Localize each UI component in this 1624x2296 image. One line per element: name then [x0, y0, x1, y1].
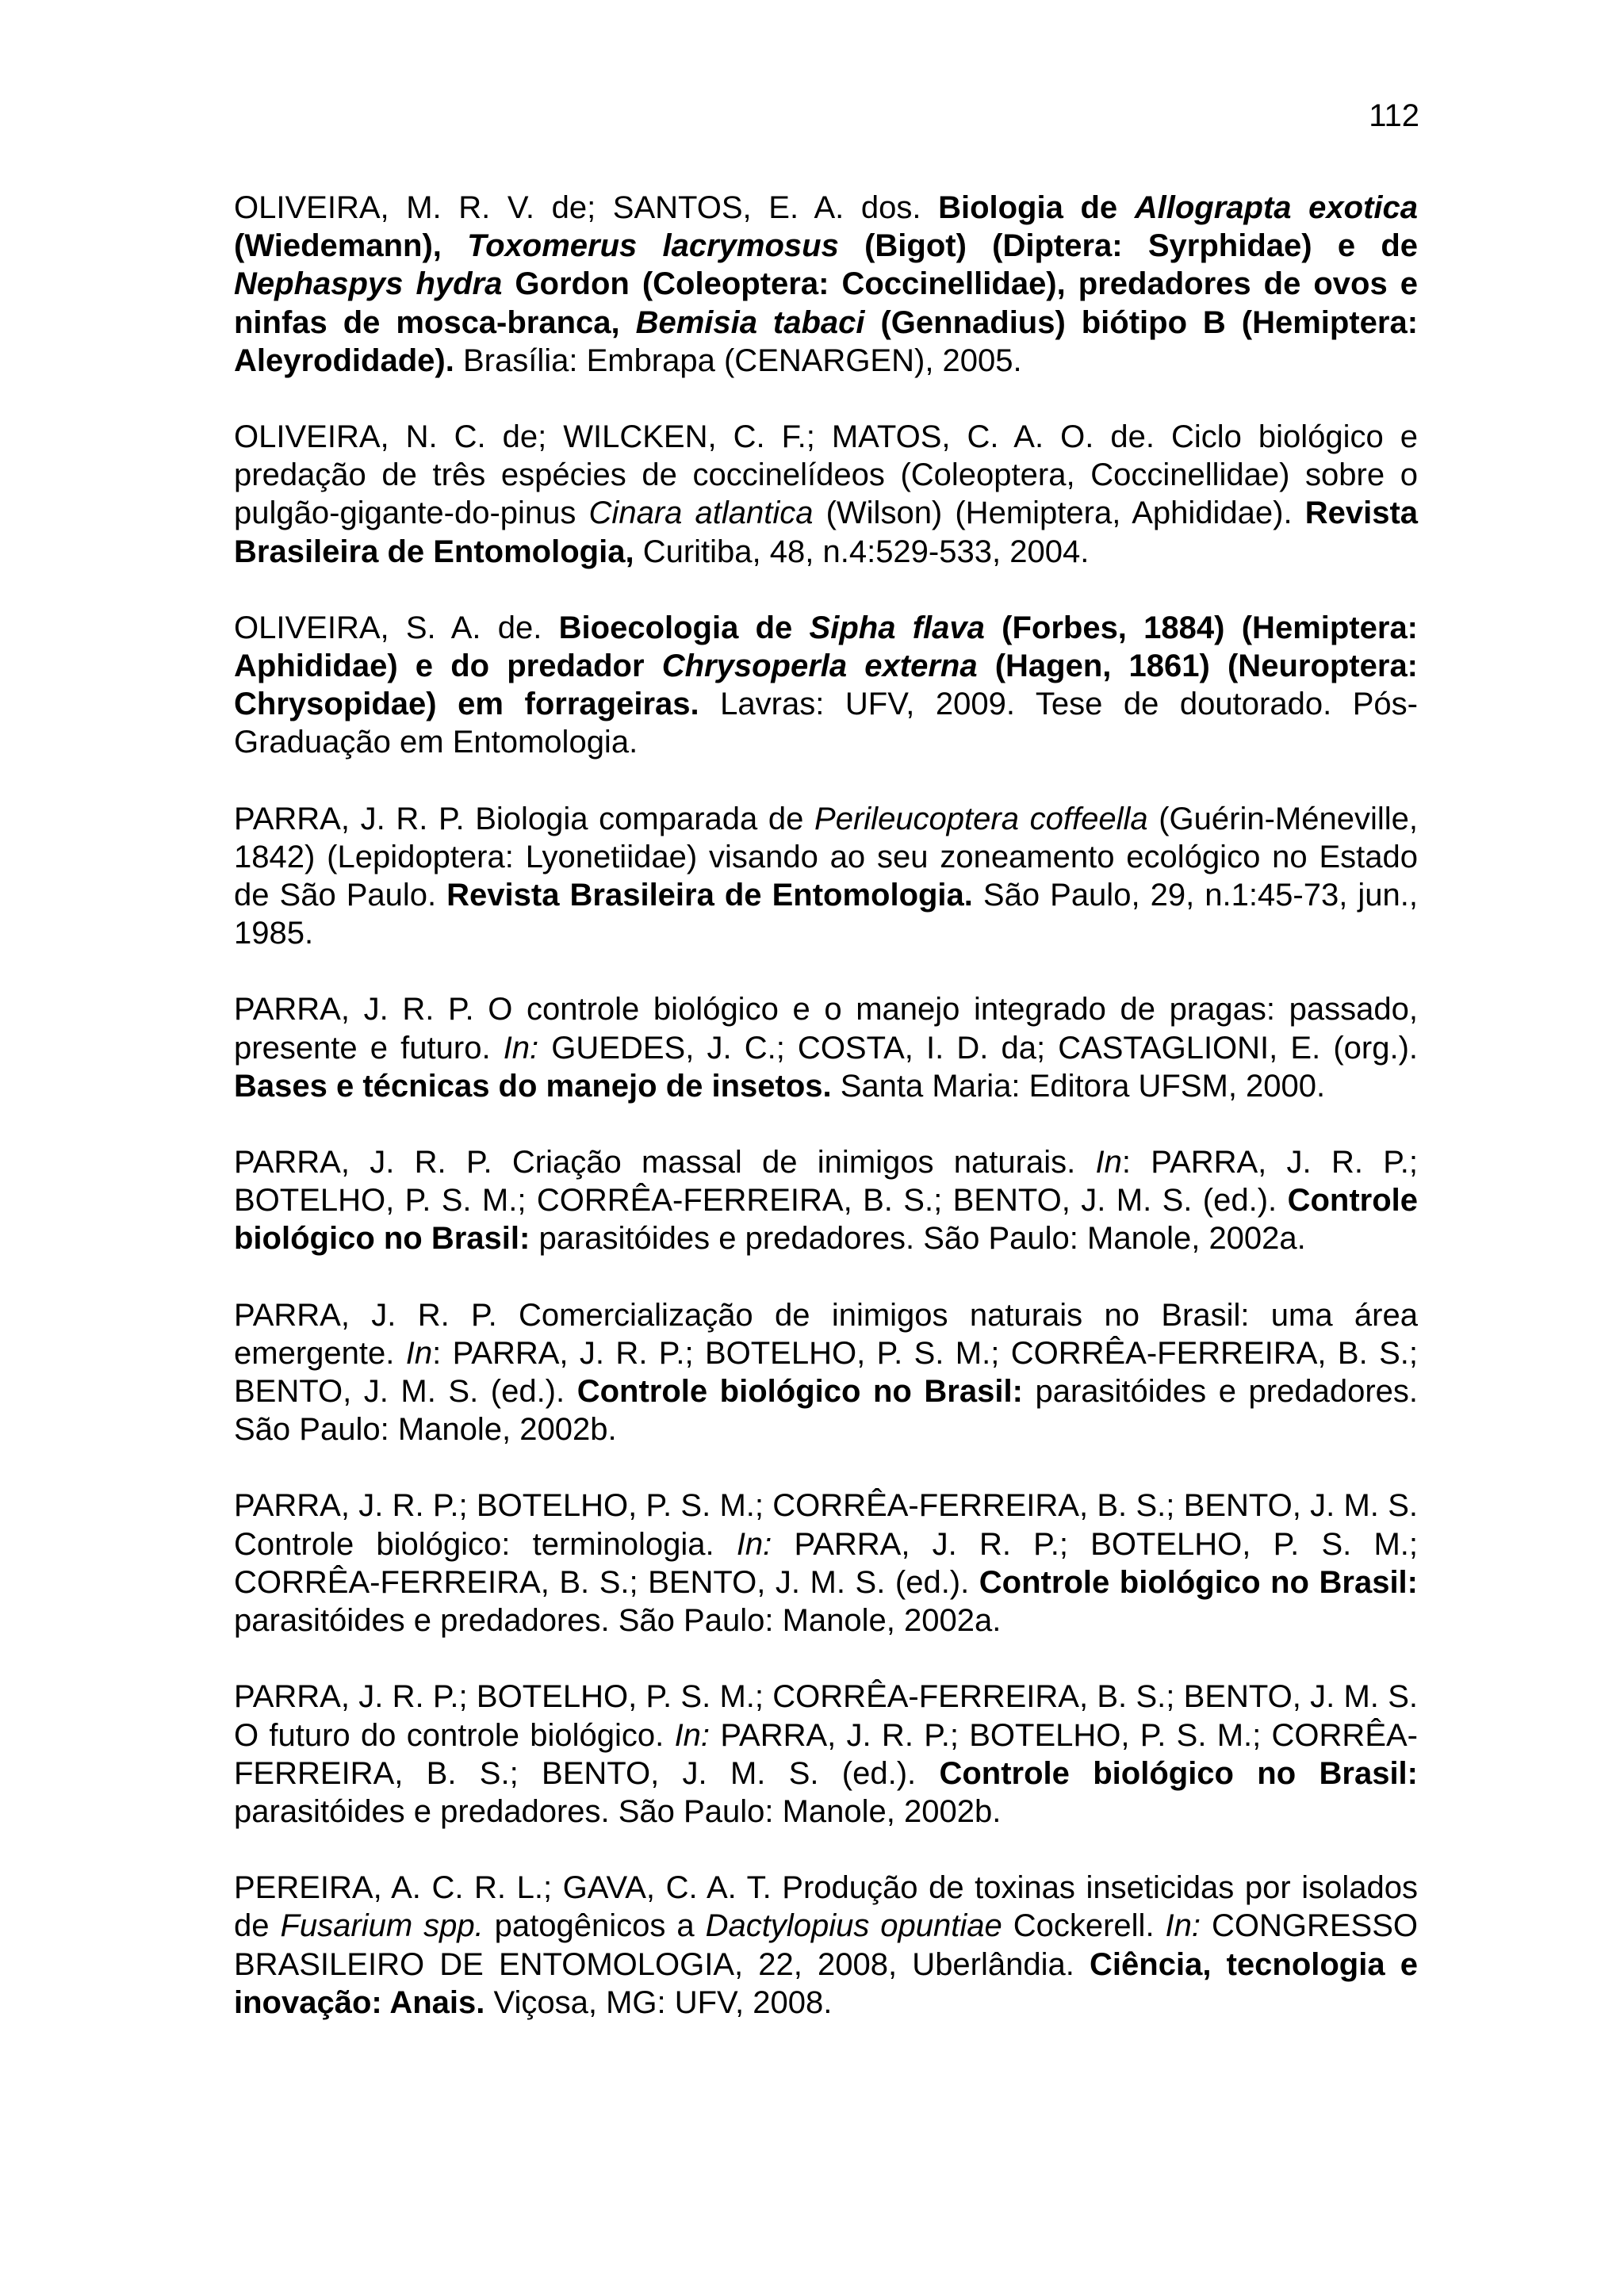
reference-text-segment: PARRA, J. R. P.; BOTELHO, P. S. M.; CORRÊA-FERREIRA, B. S.; BENTO, J. M. S. O futuro do controle biológico. — [234, 1679, 1418, 1753]
reference-text-segment: Chrysoperla externa — [661, 649, 978, 684]
reference-text-segment: Santa Maria: Editora UFSM, 2000. — [831, 1068, 1326, 1104]
reference-entry — [234, 1487, 1418, 1640]
reference-entry — [234, 800, 1418, 953]
reference-text-segment: patogênicos a — [483, 1908, 706, 1944]
reference-text-segment: Revista Brasileira de Entomologia. — [446, 878, 973, 913]
reference-text-segment: Controle biológico no Brasil: — [979, 1564, 1418, 1600]
reference-entry — [234, 1869, 1418, 2022]
reference-text-segment: (Bigot) (Diptera: Syrphidae) e de — [838, 228, 1418, 264]
reference-text-segment: (Guérin-Méneville, 1842) (Lepidoptera: Lyonetiidae) visando ao seu zoneamento ecológico no Estado de São Paulo. — [234, 801, 1418, 913]
reference-text-segment: PARRA, J. R. P. Criação massal de inimigos naturais. — [234, 1145, 1096, 1181]
reference-text-segment: Perileucoptera coffeella — [814, 801, 1148, 836]
reference-text-segment: parasitóides e predadores. São Paulo: Manole, 2002b. — [234, 1374, 1419, 1448]
reference-text-segment: (Wiedemann), — [234, 228, 468, 264]
reference-text-segment: Revista Brasileira de Entomologia, — [234, 496, 1419, 569]
reference-text-segment: In: — [736, 1526, 772, 1562]
reference-text-segment: PARRA, J. R. P.; BOTELHO, P. S. M.; CORRÊA-FERREIRA, B. S.; BENTO, J. M. S. (ed.). — [234, 1526, 1418, 1600]
reference-text-segment: Sipha flava — [809, 610, 985, 645]
reference-text-segment: Fusarium spp. — [280, 1908, 484, 1944]
reference-text-segment: OLIVEIRA, S. A. de. — [234, 610, 559, 645]
reference-text-segment: Controle biológico no Brasil: — [939, 1755, 1418, 1791]
reference-text-segment: parasitóides e predadores. São Paulo: Manole, 2002a. — [530, 1221, 1306, 1257]
reference-text-segment: CONGRESSO BRASILEIRO DE ENTOMOLOGIA, 22, 2008, Uberlândia. — [234, 1908, 1418, 1982]
reference-text-segment: (Forbes, 1884) (Hemiptera: Aphididae) e do predador — [234, 610, 1419, 684]
reference-text-segment: Bemisia tabaci — [635, 304, 865, 340]
reference-entry — [234, 609, 1418, 762]
reference-text-segment: (Wilson) (Hemiptera, Aphididae). — [813, 496, 1305, 531]
reference-text-segment: Curitiba, 48, n.4:529-533, 2004. — [634, 534, 1090, 569]
reference-text-segment: (Gennadius) biótipo B (Hemiptera: Aleyrodidade). — [234, 304, 1419, 378]
reference-text-segment: São Paulo, 29, n.1:45-73, jun., 1985. — [234, 878, 1418, 951]
reference-text-segment: OLIVEIRA, N. C. de; WILCKEN, C. F.; MATOS, C. A. O. de. Ciclo biológico e predação de três espécies de coccinelídeos (Coleoptera, Coccinellidae) sobre o pulgão-gigante-do-pinus — [234, 419, 1418, 531]
reference-entry — [234, 418, 1418, 571]
reference-text-segment: PARRA, J. R. P.; BOTELHO, P. S. M.; CORRÊA-FERREIRA, B. S.; BENTO, J. M. S. (ed.). — [234, 1717, 1418, 1791]
reference-text-segment: Nephaspys hydra — [234, 266, 503, 302]
reference-text-segment: OLIVEIRA, M. R. V. de; SANTOS, E. A. dos. — [234, 190, 939, 225]
reference-entry — [234, 990, 1418, 1105]
reference-text-segment: PARRA, J. R. P.; BOTELHO, P. S. M.; CORRÊA-FERREIRA, B. S.; BENTO, J. M. S. Controle biológico: terminologia. — [234, 1488, 1418, 1562]
reference-text-segment: Brasília: Embrapa (CENARGEN), 2005. — [454, 342, 1022, 378]
reference-text-segment: Lavras: UFV, 2009. Tese de doutorado. Pós-Graduação em Entomologia. — [234, 687, 1418, 760]
reference-text-segment: Biologia de — [938, 190, 1135, 225]
reference-text-segment: Controle biológico no Brasil: — [576, 1374, 1023, 1410]
reference-text-segment: PARRA, J. R. P. O controle biológico e o manejo integrado de pragas: passado, presente e futuro. — [234, 992, 1418, 1066]
reference-text-segment: (Hagen, 1861) (Neuroptera: Chrysopidae) em forrageiras. — [234, 649, 1419, 722]
reference-text-segment: PEREIRA, A. C. R. L.; GAVA, C. A. T. Produção de toxinas inseticidas por isolados de — [234, 1870, 1418, 1944]
reference-text-segment: GUEDES, J. C.; COSTA, I. D. da; CASTAGLIONI, E. (org.). — [538, 1030, 1418, 1066]
reference-entry — [234, 1143, 1418, 1258]
reference-text-segment: PARRA, J. R. P. Biologia comparada de — [234, 801, 815, 836]
reference-text-segment: In: — [503, 1030, 539, 1066]
reference-text-segment: PARRA, J. R. P. Comercialização de inimigos naturais no Brasil: uma área emergente. — [234, 1297, 1418, 1371]
reference-text-segment: Bioecologia de — [558, 610, 810, 645]
reference-text-segment: parasitóides e predadores. São Paulo: Manole, 2002b. — [234, 1793, 1002, 1829]
reference-text-segment: In — [1095, 1145, 1122, 1181]
reference-text-segment: Ciência, tecnologia e inovação: Anais. — [234, 1946, 1418, 2020]
reference-text-segment: Viçosa, MG: UFV, 2008. — [485, 1984, 833, 2020]
reference-text-segment: Allograpta exotica — [1134, 190, 1418, 225]
reference-text-segment: Dactylopius opuntiae — [705, 1908, 1002, 1944]
reference-text-segment: Gordon (Coleoptera: Coccinellidae), predadores de ovos e ninfas de mosca-branca, — [234, 266, 1418, 340]
reference-entry — [234, 1296, 1418, 1449]
reference-text-segment: In: — [674, 1717, 710, 1753]
reference-list — [234, 189, 1418, 2060]
reference-entry — [234, 1678, 1418, 1831]
reference-text-segment: parasitóides e predadores. São Paulo: Manole, 2002a. — [234, 1603, 1002, 1639]
reference-entry — [234, 189, 1418, 380]
reference-text-segment: : PARRA, J. R. P.; BOTELHO, P. S. M.; CORRÊA-FERREIRA, B. S.; BENTO, J. M. S. (ed.). — [234, 1335, 1418, 1410]
reference-text-segment: Cinara atlantica — [588, 496, 814, 531]
reference-text-segment: Bases e técnicas do manejo de insetos. — [234, 1068, 832, 1104]
reference-text-segment: Controle biológico no Brasil: — [234, 1183, 1418, 1257]
page-number: 112 — [1369, 98, 1419, 133]
reference-text-segment: In — [405, 1335, 433, 1371]
reference-text-segment: Cockerell. — [1002, 1908, 1166, 1944]
reference-text-segment: : PARRA, J. R. P.; BOTELHO, P. S. M.; CORRÊA-FERREIRA, B. S.; BENTO, J. M. S. (ed.). — [234, 1145, 1419, 1219]
reference-text-segment: Toxomerus lacrymosus — [467, 228, 839, 264]
reference-text-segment: In: — [1165, 1908, 1201, 1944]
